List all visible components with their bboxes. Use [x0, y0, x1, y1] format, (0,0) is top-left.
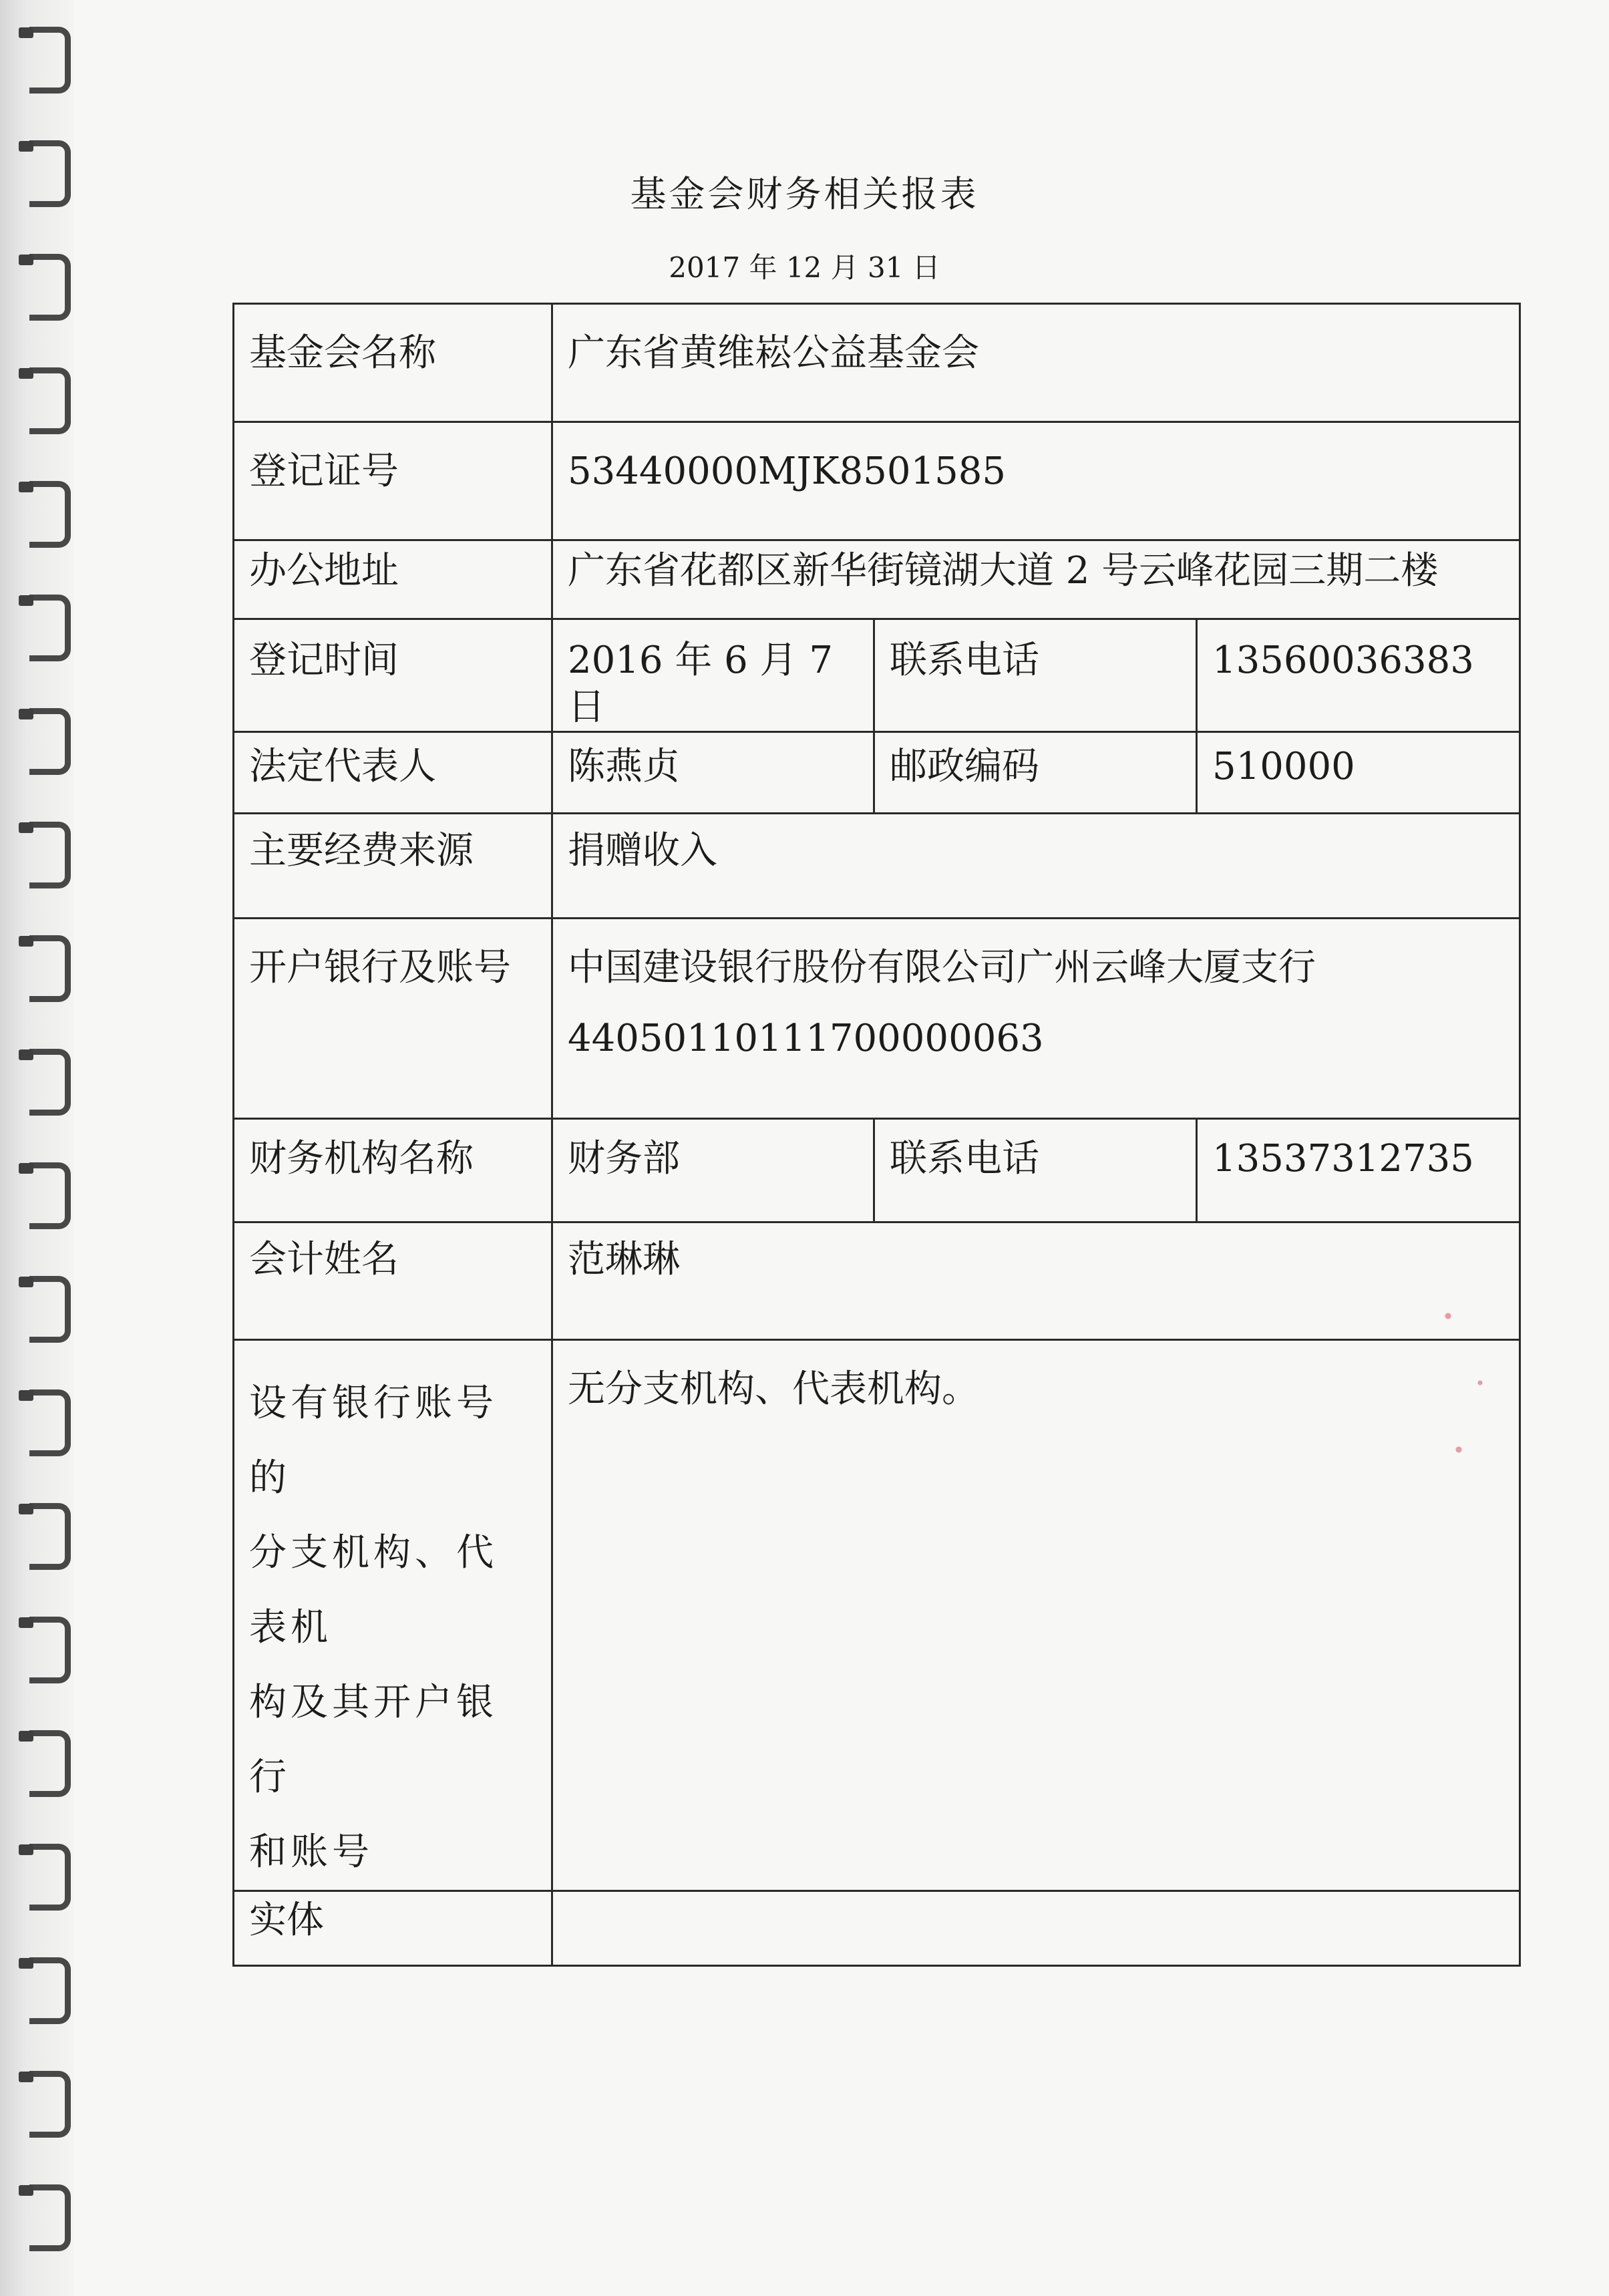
binding-ring — [29, 822, 71, 888]
table-row — [234, 1119, 1520, 1222]
table-row — [234, 814, 1520, 919]
postcode-label: 邮政编码 — [874, 732, 1197, 814]
binding-ring — [29, 1049, 71, 1116]
branch-label-line: 设有银行账号的 — [249, 1381, 498, 1500]
bank-value — [552, 919, 1520, 1119]
bank-account: 44050110111700000063 — [568, 1017, 1044, 1060]
finance-phone-value: 13537312735 — [1197, 1119, 1520, 1222]
table-row — [234, 1891, 1520, 1966]
binding-ring — [29, 367, 71, 434]
bank-name: 中国建设银行股份有限公司广州云峰大厦支行 — [568, 946, 1316, 989]
binding-ring — [29, 1957, 71, 2024]
reg-date-label: 登记时间 — [234, 619, 552, 732]
table-row — [234, 304, 1520, 422]
name-value: 广东省黄维崧公益基金会 — [552, 304, 1520, 422]
binding-ring — [29, 2071, 71, 2138]
table-row — [234, 422, 1520, 540]
phone-value: 13560036383 — [1197, 619, 1520, 732]
name-label: 基金会名称 — [234, 304, 552, 422]
finance-phone-label: 联系电话 — [874, 1119, 1197, 1222]
faint-stamp-mark — [1416, 1263, 1523, 1530]
foundation-info-table — [232, 303, 1521, 1967]
accountant-label: 会计姓名 — [234, 1222, 552, 1340]
binding-ring — [29, 27, 71, 94]
binding-ring — [29, 2184, 71, 2251]
binding-ring — [29, 1162, 71, 1229]
table-row — [234, 1340, 1520, 1891]
address-value: 广东省花都区新华街镜湖大道 2 号云峰花园三期二楼 — [552, 540, 1520, 619]
branch-label-line: 分支机构、代表机 — [249, 1531, 498, 1649]
binding-ring — [29, 1503, 71, 1570]
phone-label: 联系电话 — [874, 619, 1197, 732]
binding-ring — [29, 1844, 71, 1911]
bank-label: 开户银行及账号 — [234, 919, 552, 1119]
branch-label — [234, 1340, 552, 1891]
binding-ring — [29, 481, 71, 548]
binding-ring — [29, 708, 71, 775]
table-row — [234, 732, 1520, 814]
funding-value: 捐赠收入 — [552, 814, 1520, 919]
reg-no-value: 53440000MJK8501585 — [552, 422, 1520, 540]
reg-no-label: 登记证号 — [234, 422, 552, 540]
entity-label: 实体 — [234, 1891, 552, 1966]
accountant-value: 范琳琳 — [552, 1222, 1520, 1340]
legal-rep-label: 法定代表人 — [234, 732, 552, 814]
binding-ring — [29, 1617, 71, 1683]
postcode-value: 510000 — [1197, 732, 1520, 814]
table-row — [234, 1222, 1520, 1340]
table-row — [234, 619, 1520, 732]
table-row — [234, 919, 1520, 1119]
binding-ring — [29, 1730, 71, 1797]
binding-ring — [29, 935, 71, 1002]
entity-value — [552, 1891, 1520, 1966]
legal-rep-value: 陈燕贞 — [552, 732, 874, 814]
finance-dept-label: 财务机构名称 — [234, 1119, 552, 1222]
address-label: 办公地址 — [234, 540, 552, 619]
binding-ring — [29, 1276, 71, 1343]
funding-label: 主要经费来源 — [234, 814, 552, 919]
branch-label-line: 和账号 — [249, 1830, 373, 1874]
reg-date-value: 2016 年 6 月 7 日 — [552, 619, 874, 732]
table-row — [234, 540, 1520, 619]
report-title: 基金会财务相关报表 — [630, 173, 979, 215]
branch-value: 无分支机构、代表机构。 — [552, 1340, 1520, 1891]
binding-ring — [29, 595, 71, 661]
binding-spine — [0, 0, 73, 2296]
finance-dept-value: 财务部 — [552, 1119, 874, 1222]
branch-label-line: 构及其开户银行 — [249, 1681, 498, 1799]
report-date: 2017 年 12 月 31 日 — [669, 251, 940, 284]
binding-ring — [29, 1389, 71, 1456]
